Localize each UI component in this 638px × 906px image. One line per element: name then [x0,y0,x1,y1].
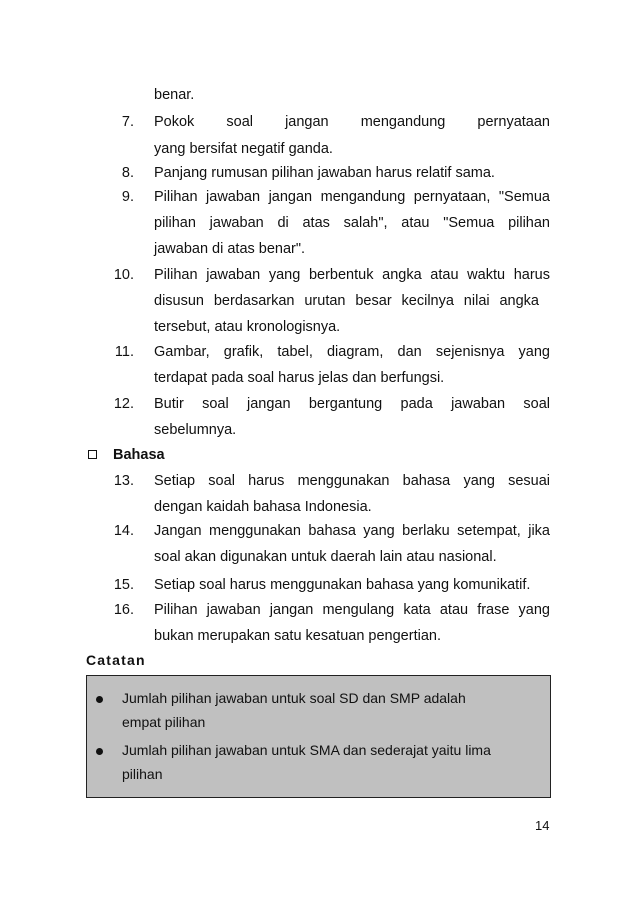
item-number: 8. [121,165,134,181]
item-number: 14. [113,523,134,539]
note-text-line: Jumlah pilihan jawaban untuk SMA dan sederajat yaitu lima [122,742,491,758]
item-text-line: Pilihan jawaban jangan mengulang kata atau frase yang [154,602,550,618]
item-number: 13. [113,473,134,489]
item-text-line: yang bersifat negatif ganda. [154,141,333,157]
bullet-icon [96,696,103,703]
item-text-line: bukan merupakan satu kesatuan pengertian. [154,628,441,644]
item-text-line: sebelumnya. [154,422,237,438]
item-number: 10. [113,267,134,283]
item-text-line: Pilihan jawaban yang berbentuk angka atau waktu harus [154,267,550,283]
item-text-line: disusun berdasarkan urutan besar kecilnya nilai angka [154,293,539,309]
note-text-line: Jumlah pilihan jawaban untuk soal SD dan SMP adalah [122,690,466,706]
checkbox-bullet-icon [88,450,97,459]
item-text-line: pilihan jawaban di atas salah", atau "Semua pilihan [154,215,550,231]
section-title: Bahasa [113,447,165,463]
item-text-line: Butir soal jangan bergantung pada jawaban soal [154,396,550,412]
item-number: 9. [121,189,134,205]
note-heading: Catatan [86,652,146,668]
note-text-line: empat pilihan [122,714,206,730]
item-text-line: Panjang rumusan pilihan jawaban harus relatif sama. [154,165,495,181]
item-text-line: soal akan digunakan untuk daerah lain atau nasional. [154,549,497,565]
item-text-line: terdapat pada soal harus jelas dan berfungsi. [154,370,445,386]
item-text-line: Setiap soal harus menggunakan bahasa yang sesuai [154,473,550,489]
item-text-line: tersebut, atau kronologisnya. [154,319,341,335]
item-text-line: Pilihan jawaban jangan mengandung pernyataan, "Semua [154,189,550,205]
item-text-line: dengan kaidah bahasa Indonesia. [154,499,372,515]
item-number: 16. [113,602,134,618]
bullet-icon [96,748,103,755]
item-text-line: Pokok soal jangan mengandung pernyataan [154,114,550,130]
item-text-line: Setiap soal harus menggunakan bahasa yang komunikatif. [154,577,531,593]
item-number: 7. [121,114,134,130]
item-number: 15. [113,577,134,593]
item-text-line: Jangan menggunakan bahasa yang berlaku setempat, jika [154,523,550,539]
item-number: 11. [114,344,134,360]
item-number: 12. [113,396,134,412]
item-text-line: Gambar, grafik, tabel, diagram, dan sejenisnya yang [154,344,550,360]
continuation-text: benar. [154,87,195,103]
page-number: 14 [535,818,550,833]
note-text-line: pilihan [122,766,163,782]
item-text-line: jawaban di atas benar". [154,241,306,257]
